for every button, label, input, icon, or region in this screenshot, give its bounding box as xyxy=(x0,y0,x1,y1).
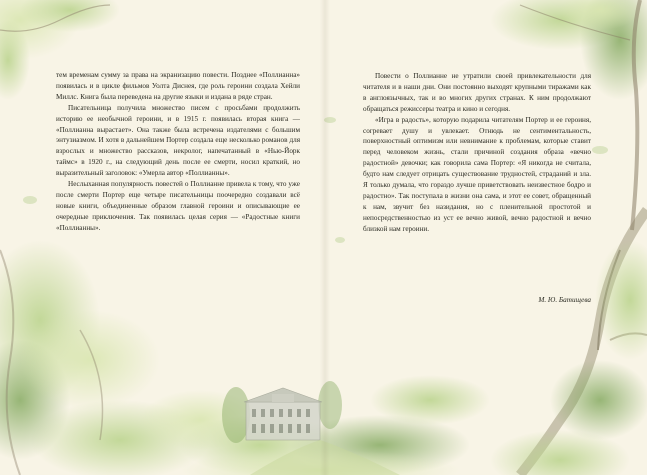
paragraph: «Игра в радость», которую подарила читателям Портер и ее героиня, согревает душу и увлекает. Отнюдь не сентиментальность, поверхностный оптимизм или невнимание к проблемам, которые ставит перед человеком жизнь, стали причиной создания образа «вечно радостной» девочки; как говорила сама Портер: «Я никогда не считала, будто нам следует отрицать существование трудностей, страданий и зла. Я только думала, что гораздо лучше приветствовать неизвестное бодро и радостно». Так поступала в жизни она сама, и этот ее совет, обращенный к нам, звучит без назидания, но с пленительной простотой и непосредственностью из уст ее вечно живой, вечно радостной и вечно близкой нам героини. xyxy=(363,115,591,233)
right-page-text xyxy=(363,71,591,235)
manor-house xyxy=(244,388,322,440)
left-page-text xyxy=(56,70,300,234)
bottom-middle-landscape xyxy=(180,375,490,475)
book-gutter xyxy=(320,0,330,475)
paragraph: Повести о Поллианне не утратили своей привлекательности для читателя и в наши дни. Они постоянно выходят крупными тиражами как в англоязычных, так и во многих других странах. К ним продолжают обращаться режиссеры театра и кино и сегодня. xyxy=(363,72,591,113)
paragraph: Неслыханная популярность повестей о Поллианне привела к тому, что уже после смерти Портер еще четыре писательницы поочередно создавали всё новые книги, объединенные образом главной героини и описывающие ее очередные приключения. Так появилась целая серия — «Радостные книги «Поллианны». xyxy=(56,180,300,232)
paragraph: Писательница получила множество писем с просьбами продолжить историю ее необычной героини, и в 1915 г. появилась вторая книга — «Поллианна вырастает». Она также была встречена издателями с большим энтузиазмом. И хотя в дальнейшем Портер создала еще несколько романов для взрослых и множество рассказов, некролог, напечатанный в «Нью-Йорк таймс» в 1920 г., на следующий день после ее смерти, носил краткий, но выразительный заголовок: «Умерла автор «Поллианны». xyxy=(56,103,300,178)
paragraph: тем временам сумму за права на экранизацию повести. Позднее «Поллианна» появилась и в цикле фильмов Уолта Диснея, где роль героини создала Хейли Миллс. Книга была переведена на другие языки и издана в ряде стран. xyxy=(56,71,300,101)
author-signature: М. Ю. Батищева xyxy=(538,296,591,304)
right-tree-trunk xyxy=(490,210,647,475)
